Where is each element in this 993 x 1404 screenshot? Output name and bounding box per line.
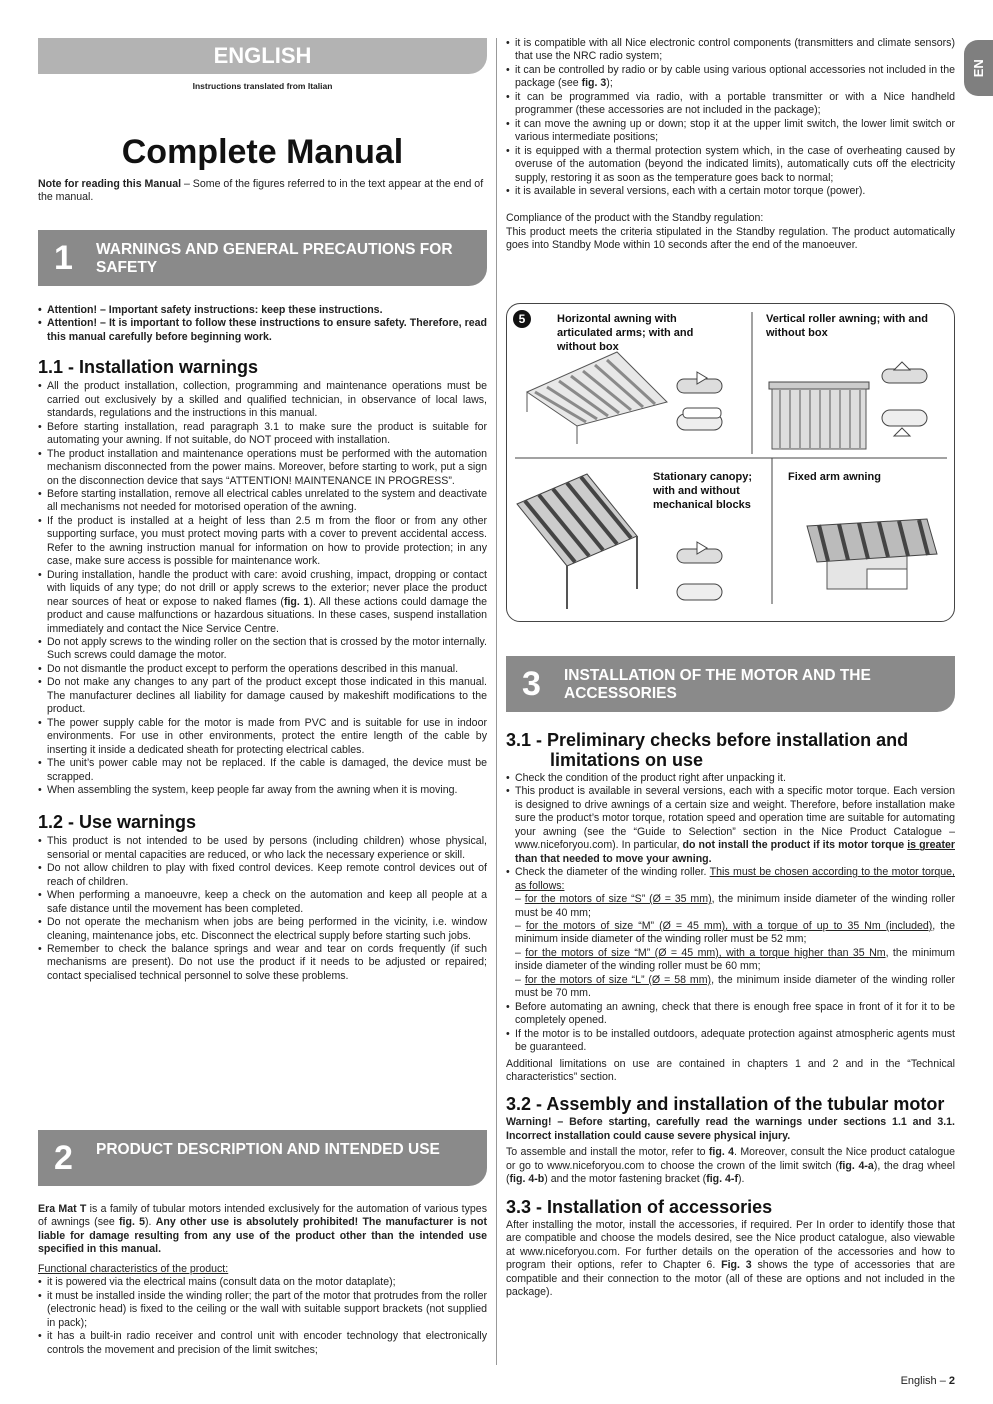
figure-ref: fig. 1	[283, 595, 310, 608]
bold-text: do not install the product if its motor torque	[682, 839, 908, 852]
column-divider	[496, 38, 497, 1365]
section-title: INSTALLATION OF THE MOTOR AND THE ACCESSORIES	[564, 667, 871, 702]
heading-text: 3.1 - Preliminary checks before installation and	[506, 730, 909, 750]
heading-3-3: 3.3 - Installation of accessories	[506, 1196, 773, 1217]
list-item: • it is available in several versions, each with a certain motor torque (power).	[506, 185, 955, 198]
installation-warnings-list	[38, 380, 487, 797]
list-item: • it must be installed inside the winding roller; the part of the motor that protrudes from the roller (electronic head) is fixed to the ceiling or the wall with suitable support brackets (not supplied in pack);	[38, 1290, 487, 1330]
use-warnings-list	[38, 835, 487, 983]
size-line: – for the motors of size “L” (Ø = 58 mm), the minimum inside diameter of the winding roller must be 70 mm.	[515, 973, 955, 1000]
text: . Moreover, consult the Nice product catalogue or go to www.niceforyou.com to choose the crown of the limit switch (	[506, 1146, 955, 1172]
section-1-body	[38, 304, 487, 983]
stationary-canopy-drawing	[517, 474, 722, 609]
figure-ref: fig. 5	[119, 1216, 146, 1229]
section-number: 2	[54, 1139, 73, 1177]
text: During installation, handle the product with care: avoid crushing, impact, dropping or contact with liquids of any type; do not drill or apply screws to the exterior; never place the product near sources of heat or expose to naked flames (	[47, 568, 487, 608]
list-item: • When assembling the system, keep people far away from the awning when it is moving.	[38, 784, 487, 797]
translated-note: Instructions translated from Italian	[192, 81, 333, 91]
reading-note	[38, 178, 487, 205]
size-line: – for the motors of size “M” (Ø = 45 mm), with a torque of up to 35 Nm (included), the minimum inside diameter of the winding roller must be 52 mm;	[515, 919, 955, 946]
list-item: • Before automating an awning, check that there is enough free space in front of it for it to be completely opened.	[506, 1001, 955, 1028]
page-footer	[901, 1375, 955, 1389]
language-tab-label: EN	[970, 59, 986, 78]
list-item: • The unit’s power cable may not be replaced. If the cable is damaged, the device must be scrapped.	[38, 757, 487, 784]
list-item: • Do not allow children to play with fixed control devices. Keep remote control devices out of reach of children.	[38, 862, 487, 889]
size-text: , the minimum inside diameter of the winding roller must be 70 mm.	[515, 973, 955, 1000]
section-number: 1	[54, 239, 73, 277]
list-item: • it is equipped with a thermal protection system which, in the case of overheating caused by overuse of the automation (beyond the indicated limits), automatically cuts off the electricity supply, restoring it as soon as the temperature goes back to normal;	[506, 145, 955, 185]
list-item: • Remember to check the balance springs and wear and tear on cords frequently (if such mechanisms are present). Do not use the product if it needs to be adjusted or repaired; contact specialised technical personnel to solve these problems.	[38, 943, 487, 983]
section-1-header	[38, 230, 487, 286]
list-item: • it has a built-in radio receiver and control unit with encoder technology that electronically controls the movement and precision of the limit switches;	[38, 1330, 487, 1357]
functional-list-continued	[506, 37, 955, 253]
functional-list	[506, 37, 955, 198]
text: After installing the motor, install the accessories, if required. Per In order to identify those that are compatible and choose the models desired, see the Nice product catalogue, also viewable at www.niceforyou.com. For further details on the operation of the accessories and how to program their options, refer to Chapter 6.	[506, 1218, 955, 1272]
caption-horizontal-awning: Horizontal awning with articulated arms; with and without box	[557, 313, 694, 353]
list-item: • This product is not intended to be used by persons (including children) whose physical, sensorial or mental capacities are reduced, or who lack the necessary experience or skill.	[38, 835, 487, 862]
figure-ref: fig. 3	[581, 77, 607, 90]
list-item: • Do not operate the mechanism when jobs are being performed in the vicinity, i.e. window cleaning, maintenance jobs, etc. Disconnect the electrical supply before starting such jobs.	[38, 916, 487, 943]
section-2-header	[38, 1130, 487, 1186]
bold-text: Any other use is absolutely prohibited! The manufacturer is not liable for damage resulting from any use of the product other than the intended use specified in this manual.	[38, 1216, 487, 1256]
text: shows the type of accessories that are compatible and their connection to the motor (all of these are options and not included in the package).	[506, 1259, 956, 1298]
functional-list	[38, 1276, 487, 1357]
heading-text: limitations on use	[550, 750, 704, 770]
list-item: • Before starting installation, remove all electrical cables unrelated to the system and deactivate all mechanisms not needed for motorised operation of the awning.	[38, 488, 487, 515]
accessories-text	[506, 1219, 955, 1300]
text: ) and the motor fastening bracket (	[544, 1173, 707, 1186]
text: To assemble and install the motor, refer to	[506, 1146, 709, 1159]
attention-item: • Attention! – Important safety instructions: keep these instructions.	[38, 304, 487, 317]
figure-ref: fig. 4-a	[838, 1159, 874, 1172]
size-label: for the motors of size “S” (Ø = 35 mm)	[524, 893, 712, 906]
list-item: • it can be programmed via radio, with a portable transmitter or with a Nice handheld programmer (these accessories are not included in the package);	[506, 91, 955, 118]
figure-ref: Fig. 3	[721, 1259, 752, 1272]
horizontal-awning-drawing	[527, 352, 722, 444]
vertical-roller-drawing	[769, 362, 927, 449]
page-number: 2	[948, 1375, 955, 1387]
text: it can be controlled by radio or by cable using various optional accessories not included in the package (see	[515, 63, 955, 90]
additional-limitations: Additional limitations on use are contained in chapters 1 and 2 and in the “Technical characteristics” section.	[506, 1057, 955, 1083]
figure-ref: fig. 4-f	[706, 1173, 738, 1186]
section-3-header	[506, 656, 955, 712]
standby-text: This product meets the criteria stipulated in the Standby regulation. The product automatically goes into Standby Mode within 10 seconds after the end of the manoeuver.	[506, 225, 955, 252]
section-3-body	[506, 730, 955, 1299]
caption-vertical-roller: Vertical roller awning; with and without box	[766, 313, 928, 339]
section-number: 3	[522, 665, 541, 703]
list-item	[38, 569, 487, 636]
text: ). All these actions could damage the product and cause malfunctions or hazardous situations. In these cases, suspend installation immediately and contact the Nice Service Centre.	[47, 595, 487, 635]
figure-5-illustrations	[507, 304, 954, 621]
functional-title: Functional characteristics of the product:	[38, 1262, 229, 1275]
text: ).	[737, 1173, 745, 1186]
attention-list	[38, 304, 487, 344]
heading-1-2: 1.2 - Use warnings	[38, 812, 197, 833]
assembly-warning: Warning! – Before starting, carefully read the warnings under sections 1.1 and 3.1. Incorrect installation could cause severe physical injury.	[506, 1116, 955, 1142]
figure-ref: fig. 4-b	[509, 1173, 545, 1186]
size-label: for the motors of size “M” (Ø = 45 mm), with a torque higher than 35 Nm	[525, 946, 886, 959]
list-item	[506, 64, 955, 91]
figure-ref: fig. 4	[708, 1146, 735, 1159]
size-text: , the minimum inside diameter of the winding roller must be 52 mm;	[515, 919, 955, 946]
figure-5	[506, 303, 955, 622]
list-item: • All the product installation, collection, programming and maintenance operations must be carried out exclusively by a skilled and qualified technician, in observance of local laws, standards, regulations and the instructions in this manual.	[38, 380, 487, 420]
list-item: • If the motor is to be installed outdoors, adequate protection against atmospheric agents must be guaranteed.	[506, 1028, 955, 1055]
size-text: , the minimum inside diameter of the winding roller must be 60 mm;	[515, 946, 955, 973]
underline-text: This must be chosen according to the motor torque, as follows:	[515, 866, 955, 892]
section-2-body	[38, 1203, 487, 1357]
list-item: • If the product is installed at a height of less than 2.5 m from the floor or from any other supporting surface, you must protect moving parts with a cover to prevent accidental access. Refer to the awning instruction manual for information on how to provide protection; in any case, make sure access is possible for maintenance work.	[38, 515, 487, 569]
section-title: PRODUCT DESCRIPTION AND INTENDED USE	[96, 1141, 440, 1158]
size-line: – for the motors of size “S” (Ø = 35 mm), the minimum inside diameter of the winding roller must be 40 mm;	[515, 893, 955, 919]
language-banner	[38, 38, 487, 74]
list-item: • The product installation and maintenance operations must be performed with the automation mechanism disconnected from the power mains. Moreover, before starting to work, put a sign on the disconnection device that says “ATTENTION! MAINTENANCE IN PROGRESS”.	[38, 448, 487, 488]
language-tab	[964, 40, 993, 96]
size-label: for the motors of size “L” (Ø = 58 mm)	[524, 973, 712, 986]
list-item: • Check the condition of the product right after unpacking it.	[506, 772, 955, 785]
list-item: • When performing a manoeuvre, keep a check on the automation and keep all people at a safe distance until the movement has been completed.	[38, 889, 487, 916]
list-item: • it can move the awning up or down; stop it at the upper limit switch, the lower limit switch or various intermediate positions;	[506, 118, 955, 145]
caption-fixed-arm: Fixed arm awning	[788, 471, 881, 483]
section-title: WARNINGS AND GENERAL PRECAUTIONS FOR SAFETY	[96, 241, 453, 276]
footer-text: English –	[900, 1375, 949, 1387]
caption-stationary-canopy: Stationary canopy; with and without mechanical blocks	[653, 471, 753, 511]
list-item: • Do not dismantle the product except to perform the operations described in this manual.	[38, 663, 487, 676]
assembly-text	[506, 1146, 955, 1186]
list-item	[506, 785, 955, 866]
bold-text: than that needed to move your awning.	[515, 852, 712, 865]
list-item: • Do not apply screws to the winding roller on the section that is crossed by the motor internally. Such screws could damage the motor.	[38, 636, 487, 663]
note-label: Note for reading this Manual	[38, 178, 182, 190]
list-item: • it is powered via the electrical mains (consult data on the motor dataplate);	[38, 1276, 487, 1289]
intro-paragraph	[38, 1203, 487, 1257]
preliminary-checks-list	[506, 772, 955, 1055]
figure-number: 5	[513, 310, 531, 328]
heading-3-2: 3.2 - Assembly and installation of the tubular motor	[506, 1094, 945, 1115]
heading-3-1	[506, 730, 955, 770]
list-item: • The power supply cable for the motor is made from PVC and is suitable for use in indoor environments. For use in other environments, protect the entire length of the cable by inserting it inside a dedicated sheath for protecting electrical cables.	[38, 717, 487, 757]
fixed-arm-awning-drawing	[807, 519, 937, 589]
size-line: – for the motors of size “M” (Ø = 45 mm), with a torque higher than 35 Nm, the minimum inside diameter of the winding roller must be 60 mm;	[515, 946, 955, 973]
bold-underline-text: is greater	[907, 839, 955, 852]
page-title: Complete Manual	[121, 133, 404, 171]
list-item: • it is compatible with all Nice electronic control components (transmitters and climate sensors) that use the NRC radio system;	[506, 37, 955, 64]
language-title: ENGLISH	[213, 43, 312, 68]
text: is a family of tubular motors intended exclusively for the automation of various types of awnings (see	[38, 1203, 487, 1229]
attention-item: • Attention! – It is important to follow these instructions to ensure safety. Therefore, read this manual carefully before beginning work.	[38, 317, 487, 344]
text: This product is available in several versions, each with a specific motor torque. Each version is designed to drive awnings of a certain size and weight. Therefore, before installation make sure the product’s motor torque, rotation speed and operation time are suitable for automating your awning (see the “Guide to Selection” section in the Nice Product Catalogue – www.niceforyou.com). In particular,	[515, 785, 955, 852]
heading-1-1: 1.1 - Installation warnings	[38, 357, 259, 378]
product-name: Era Mat T	[38, 1203, 87, 1215]
text: Check the diameter of the winding roller.	[515, 866, 710, 879]
list-item	[506, 866, 955, 1001]
size-text: , the minimum inside diameter of the winding roller must be 40 mm;	[515, 893, 955, 919]
note-text: – Some of the figures referred to in the text appear at the end of the manual.	[38, 178, 484, 204]
text: ), the drag wheel (	[506, 1159, 955, 1186]
text: );	[606, 77, 613, 90]
text: ).	[145, 1216, 156, 1229]
standby-title: Compliance of the product with the Standby regulation:	[506, 212, 764, 225]
size-label: for the motors of size “M” (Ø = 45 mm), with a torque of up to 35 Nm (included)	[525, 919, 933, 932]
list-item: • Before starting installation, read paragraph 3.1 to make sure the product is suitable for automating your awning. If not suitable, do NOT proceed with installation.	[38, 421, 487, 448]
list-item: • Do not make any changes to any part of the product except those indicated in this manual. The manufacturer declines all liability for damage caused by makeshift modifications to the product.	[38, 676, 487, 716]
